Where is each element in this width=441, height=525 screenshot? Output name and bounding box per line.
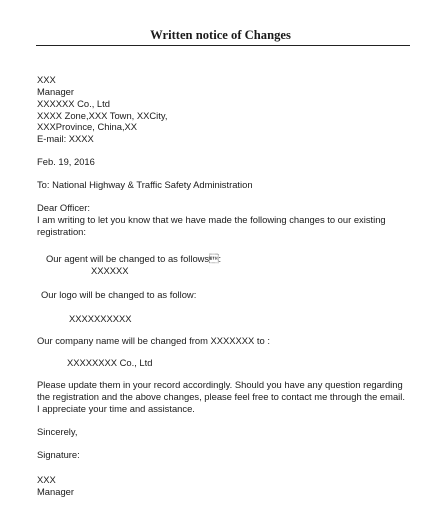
intro-line2: registration: [37, 226, 86, 237]
agent-change-value: XXXXXX [91, 265, 129, 276]
closing-line1: Please update them in your record accordingly. Should you have any question regarding [37, 379, 403, 390]
logo-change-label: Our logo will be changed to as follow: [41, 289, 197, 300]
title-underline [36, 45, 410, 46]
signer-name: XXX [37, 474, 56, 485]
recipient-line: To: National Highway & Traffic Safety Administration [37, 179, 253, 190]
signer-role: Manager [37, 486, 75, 497]
sign-off: Sincerely, [37, 426, 78, 437]
closing-line3: I appreciate your time and assistance. [37, 403, 195, 414]
sender-role: Manager [37, 86, 75, 97]
document-title: Written notice of Changes [150, 28, 291, 42]
company-change-label: Our company name will be changed from XXXXXXX to : [37, 335, 270, 346]
agent-change-label: Our agent will be changed to as follows: [46, 253, 222, 264]
company-change-value: XXXXXXXX Co., Ltd [67, 357, 153, 368]
sender-email: E-mail: XXXX [37, 133, 94, 144]
sender-company: XXXXXX Co., Ltd [37, 98, 110, 109]
sender-name: XXX [37, 74, 56, 85]
salutation: Dear Officer: [37, 202, 90, 213]
logo-change-value: XXXXXXXXXX [69, 313, 132, 324]
sender-address-line2: XXXProvince, China,XX [37, 121, 138, 132]
closing-line2: the registration and the above changes, please feel free to contact me through the email. [37, 391, 405, 402]
intro-line1: I am writing to let you know that we have made the following changes to our existing [37, 214, 386, 225]
sender-address-line1: XXXX Zone,XXX Town, XXCity, [37, 110, 168, 121]
signature-label: Signature: [37, 449, 80, 460]
letter-date: Feb. 19, 2016 [37, 156, 95, 167]
